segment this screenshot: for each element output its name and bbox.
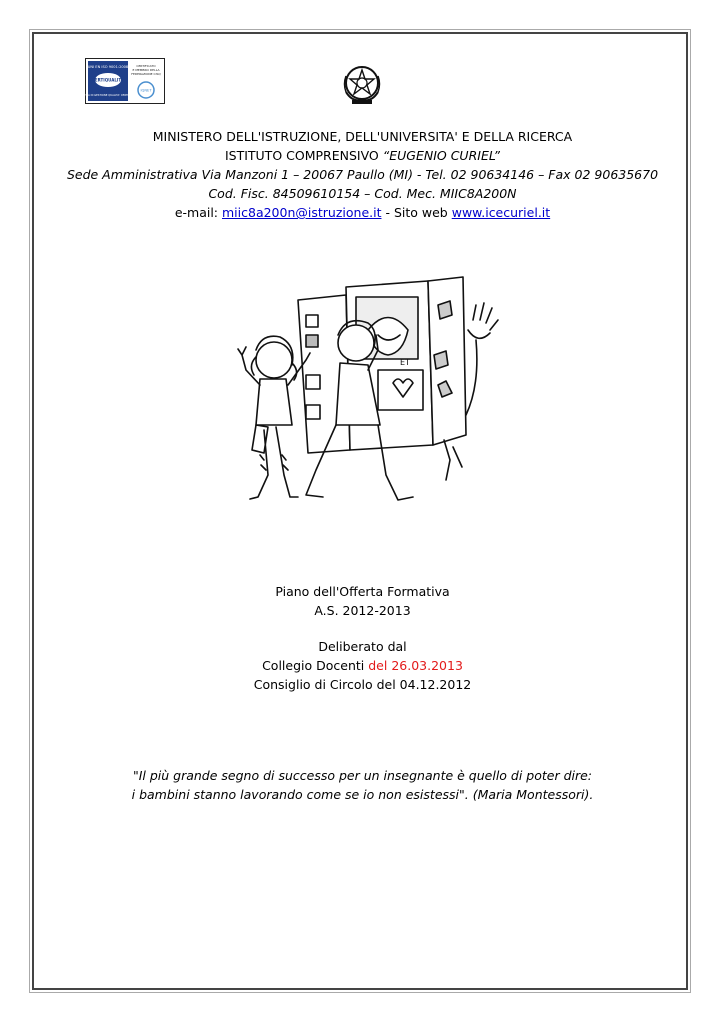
- institute-name: “EUGENIO CURIEL”: [382, 148, 501, 163]
- quality-certification-logo: [78, 58, 165, 104]
- plan-section: [0, 582, 725, 620]
- quote-line-2: i bambini stanno lavorando come se io non esistessi". (Maria Montessori).: [131, 787, 594, 802]
- school-header: [0, 127, 725, 222]
- cert-side-1: CERTIFICATO: [136, 64, 156, 68]
- plan-year: A.S. 2012-2013: [314, 603, 411, 618]
- college-prefix: Collegio Docenti: [262, 658, 365, 673]
- cert-side-3: FEDERAZIONE CISQ: [131, 72, 161, 76]
- montessori-quote: [0, 766, 725, 804]
- cert-text-3: SISTEMA DI GESTIONE QUALITA' CERTIFICATO: [78, 94, 138, 97]
- cert-badge-text: IQNET: [140, 88, 152, 93]
- college-line: [0, 656, 725, 675]
- plan-title: Piano dell'Offerta Formativa: [275, 584, 450, 599]
- italian-republic-emblem-icon: [340, 62, 384, 106]
- resolution-label: Deliberato dal: [318, 639, 407, 654]
- school-codes: Cod. Fisc. 84509610154 – Cod. Mec. MIIC8A200N: [208, 186, 517, 201]
- cert-text-1: UNI EN ISO 9001:2008: [87, 65, 129, 69]
- school-address: Sede Amministrativa Via Manzoni 1 – 20067 Paullo (MI) - Tel. 02 90634146 – Fax 02 90635670: [66, 167, 659, 182]
- contact-line: [0, 203, 725, 222]
- council-line: Consiglio di Circolo del 04.12.2012: [253, 677, 472, 692]
- email-link[interactable]: miic8a200n@istruzione.it: [222, 205, 382, 220]
- cert-side-2: E MEMBRO DELLA: [132, 68, 160, 72]
- institute-title: [0, 146, 725, 165]
- ministry-title: MINISTERO DELL'ISTRUZIONE, DELL'UNIVERSITA' E DELLA RICERCA: [152, 129, 573, 144]
- college-date: del 26.03.2013: [368, 658, 463, 673]
- institute-prefix: ISTITUTO COMPRENSIVO: [224, 148, 379, 163]
- resolution-section: [0, 637, 725, 694]
- email-label: e-mail:: [174, 205, 219, 220]
- quote-line-1: "Il più grande segno di successo per un insegnante è quello di poter dire:: [132, 768, 593, 783]
- children-interactive-whiteboard-illustration-icon: [228, 275, 503, 515]
- board-label: ET: [400, 358, 410, 367]
- cert-text-2: CERTIQUALITY: [91, 77, 125, 83]
- website-link[interactable]: www.icecuriel.it: [451, 205, 551, 220]
- website-label: - Sito web: [385, 205, 448, 220]
